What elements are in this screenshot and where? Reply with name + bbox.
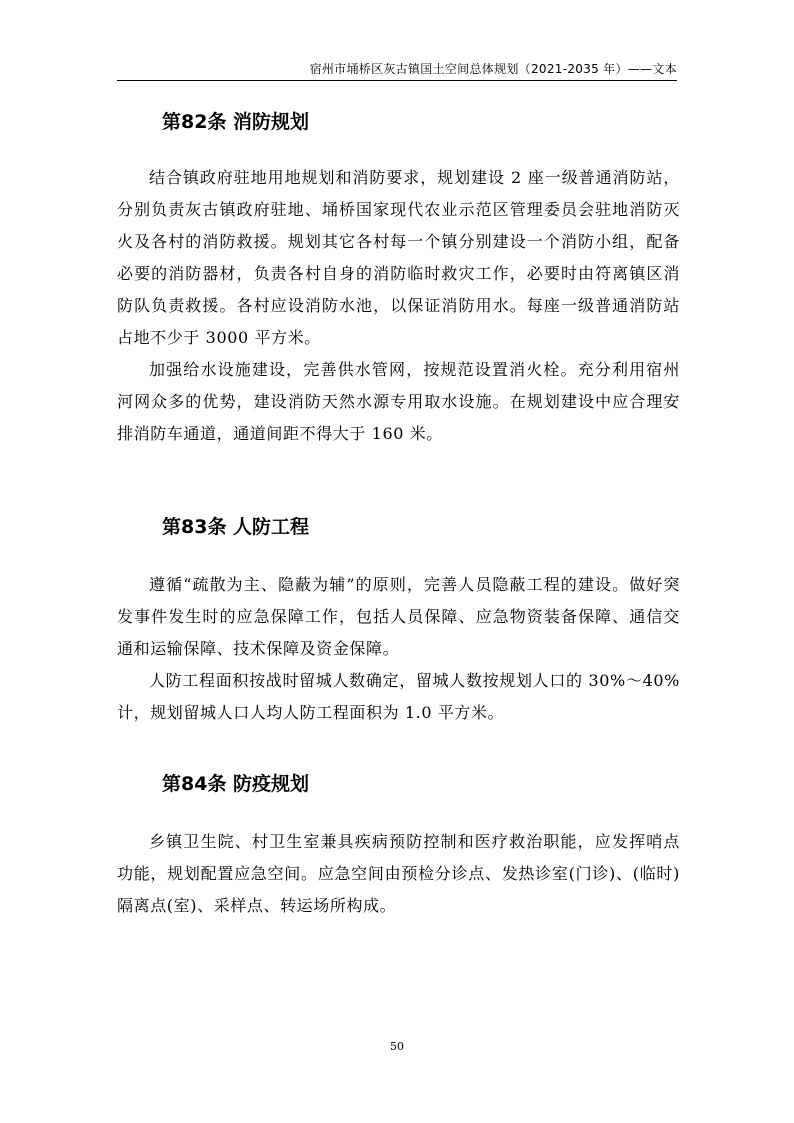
header-title: 宿州市埇桥区灰古镇国土空间总体规划（2021-2035 年）——文本: [309, 62, 677, 76]
paragraph: 遵循“疏散为主、隐蔽为辅”的原则，完善人员隐蔽工程的建设。做好突发事件发生时的应急保障工作，包括人员保障、应急物资装备保障、通信交通和运输保障、技术保障及资金保障。: [117, 575, 680, 658]
paragraph: 加强给水设施建设，完善供水管网，按规范设置消火栓。充分利用宿州河网众多的优势，建设消防天然水源专用取水设施。在规划建设中应合理安排消防车通道，通道间距不得大于 160 米。: [117, 360, 680, 443]
section-civil-defense: [117, 515, 680, 729]
section-heading: 第84条 防疫规划: [162, 773, 310, 795]
section-epidemic-prevention: [117, 772, 680, 922]
paragraph: 人防工程面积按战时留城人数确定，留城人数按规划人口的 30%～40%计，规划留城人口人均人防工程面积为 1.0 平方米。: [117, 671, 680, 722]
paragraph: 结合镇政府驻地用地规划和消防要求，规划建设 2 座一级普通消防站，分别负责灰古镇政府驻地、埇桥国家现代农业示范区管理委员会驻地消防灭火及各村的消防救援。规划其它各村每一个镇分别建设一个消防小组，配备必要的消防器材，负责各村自身的消防临时救灾工作，必要时由符离镇区消防队负责救援。各村应设消防水池，以保证消防用水。每座一级普通消防站占地不少于 3000 平方米。: [117, 168, 680, 347]
section-heading: 第82条 消防规划: [162, 111, 310, 133]
page-number: 50: [390, 1040, 404, 1053]
section-heading: 第83条 人防工程: [162, 516, 310, 538]
paragraph: 乡镇卫生院、村卫生室兼具疾病预防控制和医疗救治职能，应发挥哨点功能，规划配置应急空间。应急空间由预检分诊点、发热诊室(门诊)、(临时)隔离点(室)、采样点、转运场所构成。: [117, 832, 680, 915]
page-header: [117, 58, 677, 81]
section-fire-planning: [117, 110, 680, 450]
